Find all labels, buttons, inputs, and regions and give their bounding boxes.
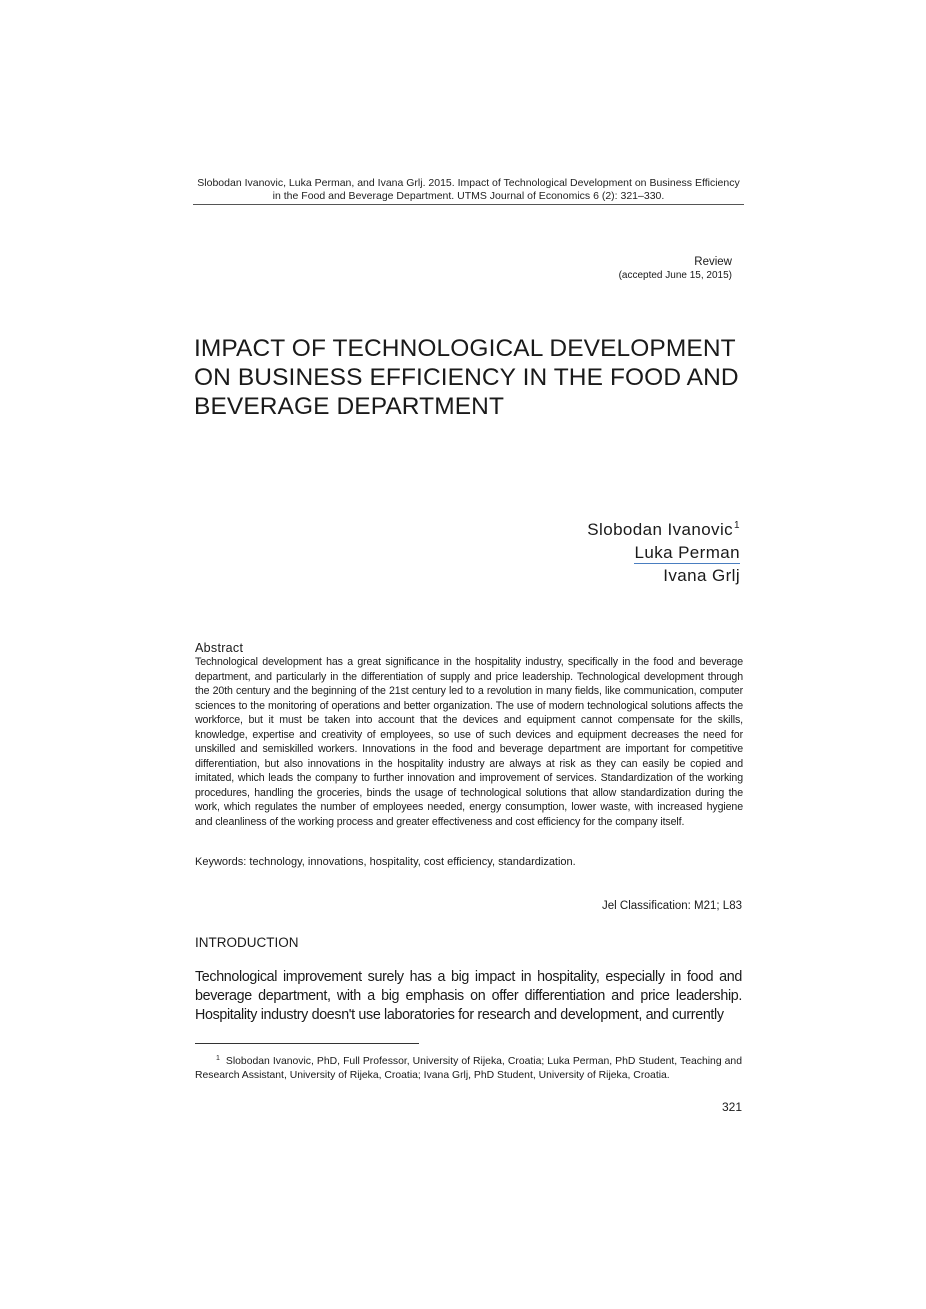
author-2-name: Luka Perman [634,543,740,562]
paper-title: IMPACT OF TECHNOLOGICAL DEVELOPMENT ON BUSINESS EFFICIENCY IN THE FOOD AND BEVERAGE DEPARTMENT [194,335,739,420]
author-1-footnote-mark[interactable]: 1 [734,520,740,531]
abstract-heading: Abstract [195,641,244,655]
abstract-text: Technological development has a great significance in the hospitality industry, specifically in the food and beverage department, and particularly in the differentiation of supply and price leadership. Technological development through the 20th century and the beginning of the 21st century led to a revolution in many fields, like communication, computer sciences to the monitoring of operations and better organization. The use of modern technological solutions affects the workforce, but it must be taken into account that the devices and equipment cannot compensate for the skills, knowledge, expertise and creativity of employees, so use of such devices and equipment decreases the need for unskilled and semiskilled workers. Innovations in the food and beverage department are important for competitive differentiation, but also innovations in the hospitality industry are always at risk as they can easily be copied and imitated, which leads the company to further innovation and improvement of services. Standardization of the working procedures, handling the groceries, binds the usage of technological solutions that allow standardization during the work, which regulates the number of employees needed, energy consumption, lower waste, with increased hygiene and cleanliness of the working process and greater effectiveness and cost efficiency for the company itself. [195,656,743,828]
footnote-mark: 1 [216,1055,220,1062]
introduction-heading: INTRODUCTION [195,935,299,950]
footnote-text: Slobodan Ivanovic, PhD, Full Professor, University of Rijeka, Croatia; Luka Perman, PhD Student, Teaching and Research Assistant, University of Rijeka, Croatia; Ivana Grlj, PhD Student, University of Rijeka, Croatia. [195,1056,742,1081]
footnote [195,1052,742,1082]
author-1 [587,514,740,541]
author-1-name: Slobodan Ivanovic [587,520,734,539]
page-number: 321 [721,1100,742,1114]
introduction-text: Technological improvement surely has a big impact in hospitality, especially in food and beverage department, with a big emphasis on offer differentiation and price leadership. Hospitality industry doesn't use laboratories for research and development, and currently [195,969,742,1023]
accepted-date: (accepted June 15, 2015) [618,270,732,281]
author-2 [587,541,740,564]
footnote-divider [195,1043,419,1044]
header-divider [193,204,744,205]
author-list [587,514,740,587]
author-3 [587,564,740,587]
article-type-label: Review [694,256,732,268]
author-3-name: Ivana Grlj [663,566,740,585]
jel-classification: Jel Classification: M21; L83 [602,900,742,912]
running-header: Slobodan Ivanovic, Luka Perman, and Ivana Grlj. 2015. Impact of Technological Development on Business Efficiency in the Food and Beverage Department. UTMS Journal of Economics 6 (2): 321–330. [197,177,740,202]
keywords: Keywords: technology, innovations, hospitality, cost efficiency, standardization. [195,856,576,868]
